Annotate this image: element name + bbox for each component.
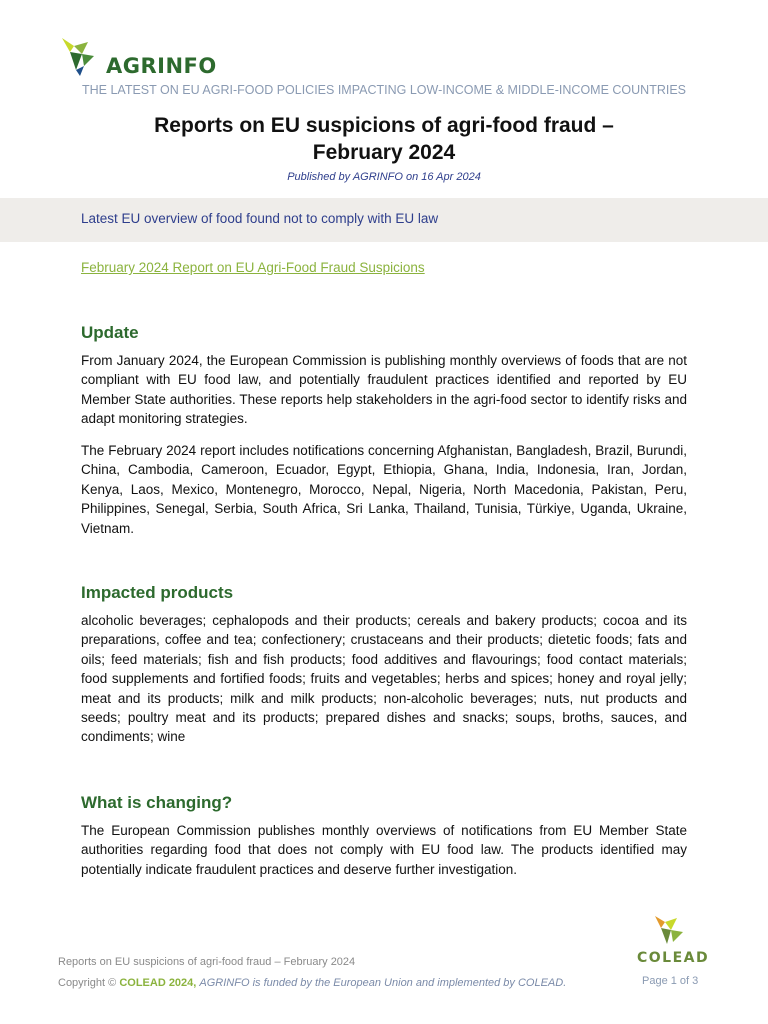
title-line-2: February 2024 xyxy=(312,141,456,164)
brand-name: AGRINFO xyxy=(106,54,217,78)
changing-heading: What is changing? xyxy=(81,793,233,812)
update-paragraph-1: From January 2024, the European Commission is publishing monthly overviews of foods that are not compliant with EU food law, and potentially fraudulent practices identified and reported by EU Member State authorities. These reports help stakeholders in the agri-food sector to identify risks and adapt monitoring strategies. xyxy=(81,353,687,427)
tagline: THE LATEST ON EU AGRI-FOOD POLICIES IMPACTING LOW-INCOME & MIDDLE-INCOME COUNTRIES xyxy=(82,83,686,97)
title-line-1: Reports on EU suspicions of agri-food fraud – xyxy=(154,114,614,137)
update-paragraph-2: The February 2024 report includes notifications concerning Afghanistan, Bangladesh, Brazil, Burundi, China, Cambodia, Cameroon, Ecuador, Egypt, Ethiopia, Ghana, India, Indonesia, Iran, Jordan, Kenya, Laos, Mexico, Montenegro, Morocco, Nepal, Nigeria, North Macedonia, Pakistan, Peru, Philippines, Senegal, Serbia, South Africa, Sri Lanka, Thailand, Tunisia, Türkiye, Uganda, Ukraine, Vietnam. xyxy=(81,443,687,536)
impacted-heading: Impacted products xyxy=(81,583,234,602)
summary-text: Latest EU overview of food found not to comply with EU law xyxy=(81,211,439,226)
agrinfo-logo xyxy=(60,36,220,80)
impacted-paragraph: alcoholic beverages; cephalopods and their products; cereals and bakery products; cocoa and its preparations, coffee and tea; confectionery; crustaceans and their products; dietetic foods; fats and oils; feed materials; fish and fish products; food additives and flavourings; food contact materials; food supplements and fortified foods; fruits and vegetables; herbs and spices; honey and royal jelly; meat and its products; milk and milk products; non-alcoholic beverages; nuts, nut products and seeds; poultry meat and its products; prepared dishes and snacks; soups, broths, sauces, and condiments; wine xyxy=(81,613,687,745)
changing-paragraph: The European Commission publishes monthly overviews of notifications from EU Member State authorities regarding food that does not comply with EU food law. The products identified may potentially indicate fraudulent practices and deserve further investigation. xyxy=(81,823,687,877)
footer-copyright xyxy=(58,977,566,989)
agrinfo-leaf-icon xyxy=(60,36,104,78)
colead-logo xyxy=(637,914,710,974)
report-link[interactable]: February 2024 Report on EU Agri-Food Fraud Suspicions xyxy=(81,260,425,275)
colead-brand: COLEAD xyxy=(637,950,710,966)
page-title xyxy=(60,112,708,166)
footer-doc-title: Reports on EU suspicions of agri-food fraud – February 2024 xyxy=(58,956,356,968)
copyright-funded: AGRINFO is funded by the European Union and implemented by COLEAD. xyxy=(199,977,567,989)
published-line: Published by AGRINFO on 16 Apr 2024 xyxy=(287,171,481,183)
copyright-org: COLEAD 2024, xyxy=(119,977,197,989)
page-number: Page 1 of 3 xyxy=(642,975,699,987)
update-heading: Update xyxy=(81,323,139,342)
copyright-prefix: Copyright © xyxy=(58,977,117,989)
summary-band xyxy=(0,198,768,242)
colead-leaf-icon xyxy=(651,914,691,948)
